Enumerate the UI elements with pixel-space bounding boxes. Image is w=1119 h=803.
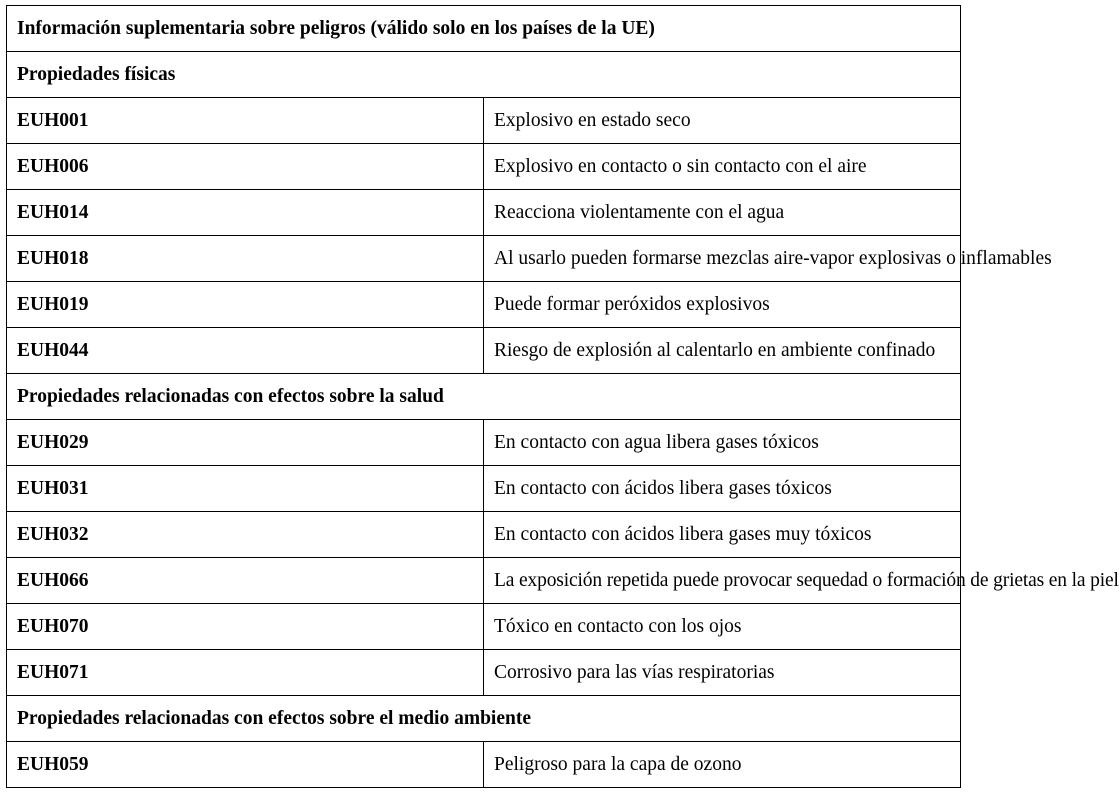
hazard-description: En contacto con ácidos libera gases muy tóxicos — [484, 512, 961, 558]
hazard-description: En contacto con ácidos libera gases tóxicos — [484, 466, 961, 512]
table-row — [7, 328, 961, 374]
hazard-code: EUH019 — [7, 282, 484, 328]
section-heading-row — [7, 52, 961, 98]
hazard-description: Corrosivo para las vías respiratorias — [484, 650, 961, 696]
hazard-code: EUH071 — [7, 650, 484, 696]
hazard-description: Peligroso para la capa de ozono — [484, 742, 961, 788]
hazard-info-table — [6, 5, 1119, 788]
table-row — [7, 650, 961, 696]
hazard-code: EUH059 — [7, 742, 484, 788]
hazard-description: En contacto con agua libera gases tóxicos — [484, 420, 961, 466]
hazard-code: EUH066 — [7, 558, 484, 604]
table-row — [7, 420, 961, 466]
table-row — [7, 98, 961, 144]
hazard-code: EUH001 — [7, 98, 484, 144]
section-heading-row — [7, 696, 961, 742]
table-row — [7, 144, 961, 190]
table-row — [7, 466, 961, 512]
table-row — [7, 512, 961, 558]
table-row — [7, 742, 961, 788]
hazard-code: EUH032 — [7, 512, 484, 558]
hazard-description: Puede formar peróxidos explosivos — [484, 282, 961, 328]
hazard-code: EUH029 — [7, 420, 484, 466]
section-heading-row — [7, 374, 961, 420]
hazard-code: EUH070 — [7, 604, 484, 650]
hazard-code: EUH014 — [7, 190, 484, 236]
hazard-description: Explosivo en estado seco — [484, 98, 961, 144]
table-title-row — [7, 6, 961, 52]
hazard-code: EUH031 — [7, 466, 484, 512]
hazard-description: Tóxico en contacto con los ojos — [484, 604, 961, 650]
hazard-description: Explosivo en contacto o sin contacto con el aire — [484, 144, 961, 190]
table-row — [7, 604, 961, 650]
table-row — [7, 236, 961, 282]
hazard-code: EUH018 — [7, 236, 484, 282]
hazard-description: La exposición repetida puede provocar sequedad o formación de grietas en la piel — [484, 558, 961, 604]
section-heading-physical: Propiedades físicas — [7, 52, 961, 98]
hazard-code: EUH044 — [7, 328, 484, 374]
hazard-description: Reacciona violentamente con el agua — [484, 190, 961, 236]
section-heading-environment: Propiedades relacionadas con efectos sobre el medio ambiente — [7, 696, 961, 742]
table-title: Información suplementaria sobre peligros (válido solo en los países de la UE) — [7, 6, 961, 52]
hazard-description: Al usarlo pueden formarse mezclas aire-vapor explosivas o inflamables — [484, 236, 961, 282]
hazard-description: Riesgo de explosión al calentarlo en ambiente confinado — [484, 328, 961, 374]
hazard-code: EUH006 — [7, 144, 484, 190]
section-heading-health: Propiedades relacionadas con efectos sobre la salud — [7, 374, 961, 420]
table-row — [7, 558, 961, 604]
table-row — [7, 282, 961, 328]
table-row — [7, 190, 961, 236]
